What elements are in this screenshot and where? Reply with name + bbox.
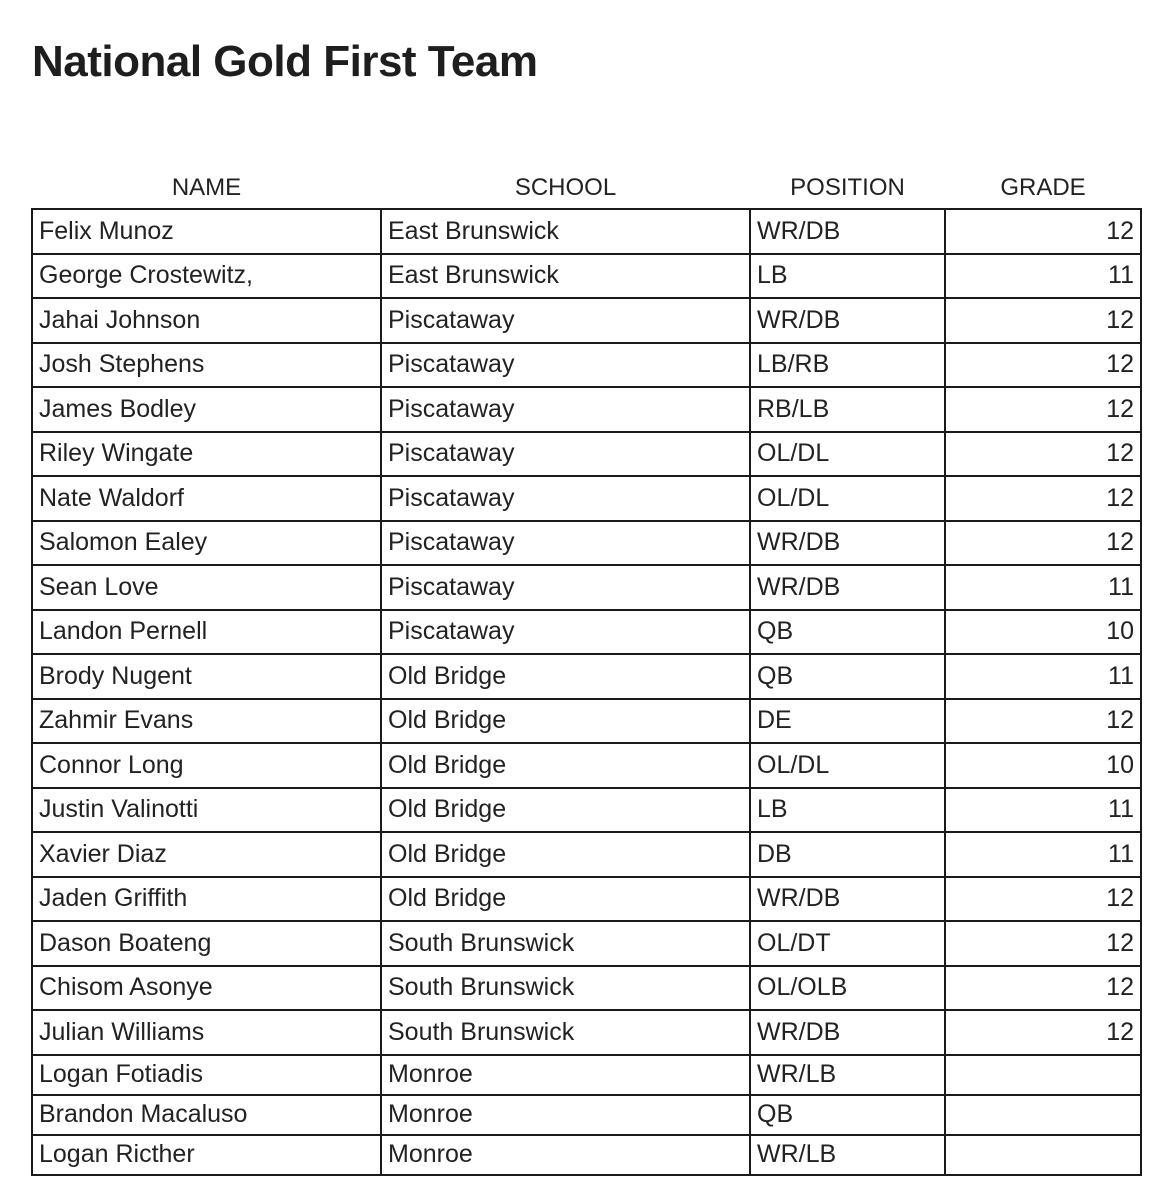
cell-grade: 12 [945,1010,1141,1055]
table-row [32,476,1141,521]
cell-grade: 11 [945,254,1141,299]
cell-position: LB/RB [750,343,945,388]
cell-position: OL/DL [750,432,945,477]
table-row [32,254,1141,299]
cell-position: LB [750,788,945,833]
cell-grade: 11 [945,654,1141,699]
cell-name: Dason Boateng [32,921,381,966]
cell-name: Nate Waldorf [32,476,381,521]
cell-name: Jahai Johnson [32,298,381,343]
column-header-name: NAME [171,174,242,201]
table-row [32,877,1141,922]
cell-school: Old Bridge [381,788,750,833]
cell-name: Logan Ricther [32,1135,381,1175]
cell-school: Old Bridge [381,699,750,744]
cell-position: WR/DB [750,521,945,566]
column-header-school: SCHOOL [514,174,617,201]
table-row [32,1095,1141,1135]
table-row [32,1010,1141,1055]
cell-grade: 11 [945,832,1141,877]
cell-grade [945,1095,1141,1135]
cell-school: South Brunswick [381,966,750,1011]
cell-school: Piscataway [381,476,750,521]
cell-name: Xavier Diaz [32,832,381,877]
cell-grade: 12 [945,387,1141,432]
cell-position: QB [750,610,945,655]
cell-grade: 12 [945,877,1141,922]
cell-school: South Brunswick [381,921,750,966]
cell-position: WR/DB [750,877,945,922]
table-row [32,699,1141,744]
cell-grade: 11 [945,788,1141,833]
table-row [32,1135,1141,1175]
cell-position: OL/OLB [750,966,945,1011]
table-row [32,432,1141,477]
cell-school: Old Bridge [381,743,750,788]
cell-position: DB [750,832,945,877]
column-header-position: POSITION [790,174,905,201]
cell-position: OL/DL [750,476,945,521]
cell-name: Josh Stephens [32,343,381,388]
cell-grade [945,1055,1141,1095]
cell-name: Justin Valinotti [32,788,381,833]
cell-grade: 12 [945,921,1141,966]
cell-position: WR/DB [750,209,945,254]
table-row [32,610,1141,655]
table-row [32,832,1141,877]
cell-name: Julian Williams [32,1010,381,1055]
column-header-grade: GRADE [1000,174,1086,201]
table-header-row [32,168,1141,209]
cell-grade: 12 [945,476,1141,521]
cell-name: George Crostewitz, [32,254,381,299]
cell-grade [945,1135,1141,1175]
cell-school: Piscataway [381,298,750,343]
cell-position: WR/LB [750,1135,945,1175]
cell-grade: 12 [945,343,1141,388]
cell-position: WR/DB [750,298,945,343]
table-row [32,343,1141,388]
cell-school: Old Bridge [381,877,750,922]
page-title: National Gold First Team [32,37,538,86]
cell-name: James Bodley [32,387,381,432]
cell-school: Piscataway [381,565,750,610]
cell-school: Piscataway [381,387,750,432]
cell-school: Piscataway [381,610,750,655]
table-row [32,1055,1141,1095]
cell-grade: 11 [945,565,1141,610]
table-row [32,521,1141,566]
cell-school: Old Bridge [381,832,750,877]
cell-grade: 12 [945,298,1141,343]
cell-name: Brody Nugent [32,654,381,699]
cell-name: Logan Fotiadis [32,1055,381,1095]
cell-position: WR/DB [750,565,945,610]
cell-school: Old Bridge [381,654,750,699]
table-row [32,387,1141,432]
cell-school: Piscataway [381,432,750,477]
table-row [32,298,1141,343]
table-row [32,788,1141,833]
cell-name: Zahmir Evans [32,699,381,744]
cell-grade: 10 [945,743,1141,788]
table-row [32,654,1141,699]
cell-school: Monroe [381,1135,750,1175]
cell-name: Chisom Asonye [32,966,381,1011]
table-row [32,209,1141,254]
cell-position: LB [750,254,945,299]
cell-name: Felix Munoz [32,209,381,254]
roster-body [32,209,1141,1175]
table-row [32,565,1141,610]
cell-school: East Brunswick [381,254,750,299]
cell-position: OL/DL [750,743,945,788]
table-row [32,743,1141,788]
cell-name: Connor Long [32,743,381,788]
cell-position: DE [750,699,945,744]
cell-position: QB [750,654,945,699]
cell-name: Landon Pernell [32,610,381,655]
cell-school: East Brunswick [381,209,750,254]
table-row [32,966,1141,1011]
cell-grade: 10 [945,610,1141,655]
cell-name: Sean Love [32,565,381,610]
cell-school: Piscataway [381,343,750,388]
cell-grade: 12 [945,699,1141,744]
table-row [32,921,1141,966]
cell-school: Piscataway [381,521,750,566]
cell-grade: 12 [945,521,1141,566]
cell-school: Monroe [381,1055,750,1095]
cell-name: Jaden Griffith [32,877,381,922]
cell-position: QB [750,1095,945,1135]
cell-grade: 12 [945,432,1141,477]
cell-position: WR/DB [750,1010,945,1055]
cell-position: WR/LB [750,1055,945,1095]
cell-grade: 12 [945,966,1141,1011]
cell-school: Monroe [381,1095,750,1135]
cell-position: OL/DT [750,921,945,966]
cell-grade: 12 [945,209,1141,254]
cell-name: Riley Wingate [32,432,381,477]
cell-name: Salomon Ealey [32,521,381,566]
cell-school: South Brunswick [381,1010,750,1055]
cell-position: RB/LB [750,387,945,432]
cell-name: Brandon Macaluso [32,1095,381,1135]
roster-table [31,168,1142,1176]
